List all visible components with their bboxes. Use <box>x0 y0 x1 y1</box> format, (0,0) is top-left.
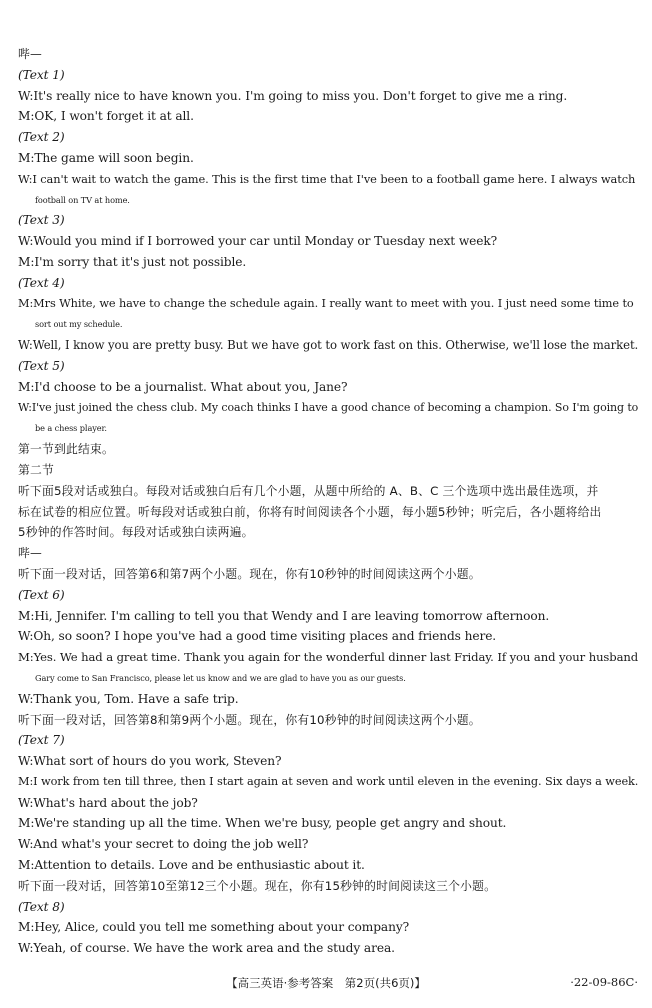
dialogue-line: M:We're standing up all the time. When we're busy, people get angry and shout. <box>18 816 507 831</box>
dialogue-line: football on TV at home. <box>35 194 130 205</box>
dialogue-line: W:Thank you, Tom. Have a safe trip. <box>18 691 239 706</box>
text-heading: (Text 6) <box>18 587 65 602</box>
instruction-line: 5秒钟的作答时间。每段对话或独白读两遍。 <box>18 525 254 540</box>
instruction-line: 听下面5段对话或独白。每段对话或独白后有几个小题，从题中所给的 A、B、C 三个选项中选出最佳选项，并 <box>18 483 599 498</box>
dialogue-line: M:Yes. We had a great time. Thank you again for the wonderful dinner last Friday. If you and your husband <box>18 650 639 665</box>
dialogue-line: sort out my schedule. <box>35 319 123 330</box>
text-heading: (Text 3) <box>18 213 65 228</box>
instruction-line: 第一节到此结束。 <box>18 442 114 457</box>
text-heading: (Text 2) <box>18 130 65 145</box>
dialogue-line: M:I'd choose to be a journalist. What about you, Jane? <box>18 379 348 394</box>
dialogue-line: W:I can't wait to watch the game. This is the first time that I've been to a football game here. I always watch <box>18 171 636 186</box>
instruction-line: 听下面一段对话，回答第6和第7两个小题。现在，你有10秒钟的时间阅读这两个小题。 <box>18 566 481 581</box>
document-body <box>18 44 638 959</box>
instruction-line: 听下面一段对话，回答第10至第12三个小题。现在，你有15秒钟的时间阅读这三个小题。 <box>18 878 497 893</box>
dialogue-line: W:I've just joined the chess club. My coach thinks I have a good chance of becoming a champion. So I'm going to <box>18 400 639 414</box>
dialogue-line: W:And what's your secret to doing the job well? <box>18 837 309 852</box>
dialogue-line: M:I'm sorry that it's just not possible. <box>18 254 247 269</box>
instruction-line: 听下面一段对话，回答第8和第9两个小题。现在，你有10秒钟的时间阅读这两个小题。 <box>18 712 481 727</box>
instruction-line: 哔— <box>18 546 42 561</box>
dialogue-line: M:Mrs White, we have to change the schedule again. I really want to meet with you. I just need some time to <box>18 296 634 310</box>
text-heading: (Text 4) <box>18 275 65 290</box>
dialogue-line: W:It's really nice to have known you. I'm going to miss you. Don't forget to give me a ring. <box>18 88 568 103</box>
dialogue-line: M:Hi, Jennifer. I'm calling to tell you that Wendy and I are leaving tomorrow afternoon. <box>18 608 550 623</box>
dialogue-line: W:What sort of hours do you work, Steven? <box>18 754 282 769</box>
dialogue-line: W:Well, I know you are pretty busy. But we have got to work fast on this. Otherwise, we'll lose the market. <box>18 338 639 353</box>
text-heading: (Text 5) <box>18 358 65 373</box>
dialogue-line: M:OK, I won't forget it at all. <box>18 109 194 124</box>
dialogue-line: W:What's hard about the job? <box>18 795 198 810</box>
dialogue-line: M:Attention to details. Love and be enthusiastic about it. <box>18 858 365 873</box>
dialogue-line: W:Yeah, of course. We have the work area and the study area. <box>18 941 395 956</box>
dialogue-line: W:Would you mind if I borrowed your car until Monday or Tuesday next week? <box>18 234 498 249</box>
instruction-line: 哔— <box>18 47 42 61</box>
instruction-line: 第二节 <box>18 462 54 477</box>
footer-title: 【高三英语·参考答案 第2页(共6页)】 <box>226 976 426 990</box>
dialogue-line: M:Hey, Alice, could you tell me something about your company? <box>18 920 410 935</box>
text-heading: (Text 7) <box>18 733 65 748</box>
dialogue-line: M:The game will soon begin. <box>18 150 194 165</box>
instruction-line: 标在试卷的相应位置。听每段对话或独白前，你将有时间阅读各个小题，每小题5秒钟；听完后，各小题将给出 <box>18 504 602 519</box>
dialogue-line: Gary come to San Francisco, please let us know and we are glad to have you as our guests. <box>35 672 406 683</box>
text-heading: (Text 8) <box>18 899 65 914</box>
dialogue-line: W:Oh, so soon? I hope you've had a good time visiting places and friends here. <box>18 629 497 644</box>
dialogue-line: M:I work from ten till three, then I start again at seven and work until eleven in the evening. Six days a week. <box>18 774 639 788</box>
page-footer <box>0 975 652 995</box>
footer-code: ·22-09-86C· <box>570 975 638 989</box>
dialogue-line: be a chess player. <box>35 423 107 434</box>
text-heading: (Text 1) <box>18 67 65 82</box>
